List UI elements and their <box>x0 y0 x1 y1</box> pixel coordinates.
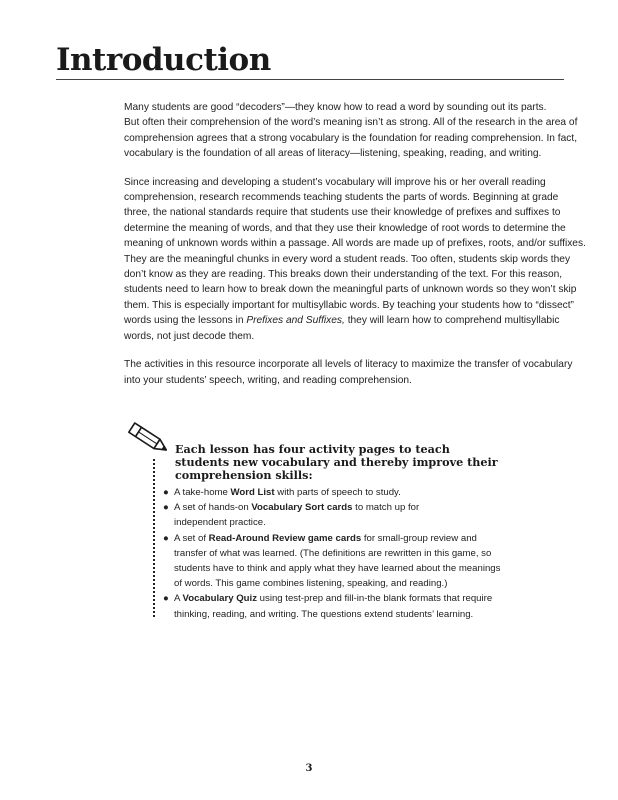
heading-line: students new vocabulary and thereby improve their <box>175 455 498 470</box>
item-line <box>174 531 503 546</box>
book-title: Prefixes and Suffixes, <box>246 315 345 327</box>
paragraph-2 <box>124 175 586 344</box>
bullet-icon: ● <box>163 502 169 514</box>
activity-box-heading <box>175 443 505 483</box>
item-text: using test-prep and fill-in-the blank formats that require <box>257 593 493 605</box>
item-emphasis: Vocabulary Quiz <box>182 593 258 605</box>
page-title: Introduction <box>56 42 271 78</box>
item-line: students have to think and apply what they have learned about the meanings <box>174 563 501 575</box>
paragraph-line: students need to learn how to break down the meaningful parts of unknown words so they won’t skip <box>124 284 577 296</box>
bullet-icon: ● <box>163 593 169 605</box>
item-emphasis: Vocabulary Sort cards <box>251 502 353 514</box>
paragraph-line: They are the meaningful chunks in every word a student reads. Too often, students skip words they <box>124 253 571 265</box>
item-text: A <box>174 593 183 605</box>
line-text: words using the lessons in <box>124 315 247 327</box>
paragraph-line: vocabulary is the foundation of all areas of literacy—listening, speaking, reading, and writing. <box>124 148 542 160</box>
item-text: A set of hands-on <box>174 502 252 514</box>
paragraph-line: determine the meaning of words, and that they use their knowledge of root words to determine the <box>124 222 566 234</box>
heading-line: comprehension skills: <box>175 468 313 483</box>
item-line: thinking, reading, and writing. The questions extend students’ learning. <box>174 608 474 620</box>
pencil-icon <box>126 420 174 460</box>
paragraph-line: comprehension, research recommends teaching students the parts of words. Beginning at grade <box>124 192 559 204</box>
heading-line: Each lesson has four activity pages to teach <box>175 442 450 456</box>
paragraph-line: Many students are good “decoders”—they know how to read a word by sounding out its parts. <box>124 102 547 113</box>
item-text: A take-home <box>174 487 231 498</box>
item-emphasis: Word List <box>230 487 275 498</box>
item-text: with parts of speech to study. <box>274 487 401 498</box>
item-line: transfer of what was learned. (The definitions are rewritten in this game, so <box>174 547 492 559</box>
item-text: A set of <box>174 532 209 544</box>
paragraph-line: into your students’ speech, writing, and reading comprehension. <box>124 374 412 386</box>
list-item <box>163 500 503 530</box>
item-line <box>174 500 503 515</box>
paragraph-line: three, the national standards require that students use their knowledge of prefixes and suffixes to <box>124 207 561 219</box>
title-divider <box>56 79 564 80</box>
item-text: to match up for <box>352 502 420 514</box>
dotted-guide-line <box>153 459 155 617</box>
intro-body <box>124 100 586 401</box>
paragraph-line: words, not just decode them. <box>124 330 255 342</box>
list-item <box>163 531 503 592</box>
item-emphasis: Read-Around Review game cards <box>208 532 362 544</box>
bullet-icon: ● <box>163 532 169 544</box>
paragraph-1 <box>124 100 578 162</box>
paragraph-3 <box>124 357 573 388</box>
paragraph-line: The activities in this resource incorporate all levels of literacy to maximize the transfer of vocabulary <box>124 359 573 371</box>
item-line <box>174 485 503 500</box>
paragraph-line <box>124 313 564 328</box>
item-text: for small-group review and <box>361 532 477 544</box>
item-line: of words. This game combines listening, speaking, and reading.) <box>174 578 448 590</box>
page-number: 3 <box>305 763 313 774</box>
item-line <box>174 591 503 606</box>
paragraph-line: don’t know as they are reading. This breaks down their understanding of the text. For this reason, <box>124 269 563 281</box>
line-text: they will learn how to comprehend multisyllabic <box>344 315 560 327</box>
list-item <box>163 485 503 500</box>
paragraph-line: Since increasing and developing a student’s vocabulary will improve his or her overall reading <box>124 176 546 188</box>
paragraph-line: But often their comprehension of the word’s meaning isn’t as strong. All of the research in the area of <box>124 117 578 129</box>
item-line: independent practice. <box>174 517 266 529</box>
activity-list <box>163 485 503 622</box>
paragraph-line: comprehension agrees that a strong vocabulary is the foundation for reading comprehension. In fact, <box>124 132 578 144</box>
paragraph-line: meaning of unknown words within a passage. All words are made up of prefixes, roots, and/or suffixes. <box>124 238 586 250</box>
paragraph-line: them. This is especially important for multisyllabic words. By teaching your students how to “dissect” <box>124 299 574 311</box>
bullet-icon: ● <box>163 487 169 498</box>
list-item <box>163 591 503 621</box>
